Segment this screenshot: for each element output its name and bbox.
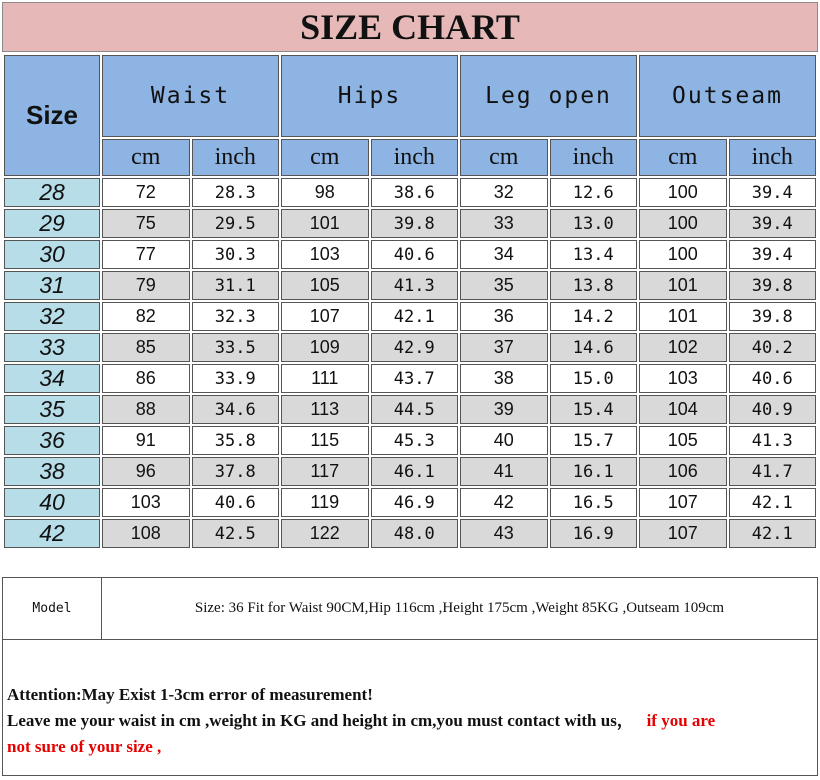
cm-value: 42 bbox=[460, 488, 548, 517]
cm-value: 43 bbox=[460, 519, 548, 548]
inch-value: 33.9 bbox=[192, 364, 280, 393]
cm-value: 91 bbox=[102, 426, 190, 455]
cm-value: 86 bbox=[102, 364, 190, 393]
cm-value: 100 bbox=[639, 209, 727, 238]
inch-value: 42.5 bbox=[192, 519, 280, 548]
chart-title: SIZE CHART bbox=[2, 2, 818, 52]
table-row bbox=[4, 364, 816, 393]
inch-value: 42.1 bbox=[371, 302, 459, 331]
inch-value: 44.5 bbox=[371, 395, 459, 424]
unit-header: cm bbox=[102, 139, 190, 176]
inch-value: 39.8 bbox=[729, 302, 817, 331]
size-table bbox=[2, 53, 818, 550]
contact-text: Leave me your waist in cm ,weight in KG and height in cm,you must contact with us， bbox=[7, 711, 634, 730]
cm-value: 75 bbox=[102, 209, 190, 238]
inch-value: 41.3 bbox=[371, 271, 459, 300]
cm-value: 39 bbox=[460, 395, 548, 424]
inch-value: 40.6 bbox=[192, 488, 280, 517]
table-row bbox=[4, 178, 816, 207]
table-row bbox=[4, 333, 816, 362]
inch-value: 14.2 bbox=[550, 302, 638, 331]
cm-value: 107 bbox=[639, 488, 727, 517]
inch-value: 37.8 bbox=[192, 457, 280, 486]
inch-value: 48.0 bbox=[371, 519, 459, 548]
attention-notes bbox=[2, 640, 818, 776]
size-value: 32 bbox=[4, 302, 100, 331]
model-info-row bbox=[2, 577, 818, 640]
inch-value: 13.8 bbox=[550, 271, 638, 300]
inch-value: 16.1 bbox=[550, 457, 638, 486]
inch-value: 42.9 bbox=[371, 333, 459, 362]
cm-value: 102 bbox=[639, 333, 727, 362]
hips-group-header: Hips bbox=[281, 55, 458, 137]
cm-value: 100 bbox=[639, 178, 727, 207]
inch-value: 41.7 bbox=[729, 457, 817, 486]
cm-value: 85 bbox=[102, 333, 190, 362]
table-row bbox=[4, 302, 816, 331]
inch-value: 31.1 bbox=[192, 271, 280, 300]
size-value: 34 bbox=[4, 364, 100, 393]
cm-value: 109 bbox=[281, 333, 369, 362]
inch-value: 46.9 bbox=[371, 488, 459, 517]
inch-value: 15.0 bbox=[550, 364, 638, 393]
cm-value: 108 bbox=[102, 519, 190, 548]
cm-value: 106 bbox=[639, 457, 727, 486]
cm-value: 38 bbox=[460, 364, 548, 393]
inch-value: 39.4 bbox=[729, 178, 817, 207]
inch-value: 28.3 bbox=[192, 178, 280, 207]
inch-value: 13.0 bbox=[550, 209, 638, 238]
inch-value: 33.5 bbox=[192, 333, 280, 362]
unit-header: inch bbox=[192, 139, 280, 176]
cm-value: 98 bbox=[281, 178, 369, 207]
size-value: 40 bbox=[4, 488, 100, 517]
table-row bbox=[4, 240, 816, 269]
cm-value: 103 bbox=[102, 488, 190, 517]
inch-value: 12.6 bbox=[550, 178, 638, 207]
size-value: 36 bbox=[4, 426, 100, 455]
inch-value: 42.1 bbox=[729, 519, 817, 548]
cm-value: 115 bbox=[281, 426, 369, 455]
cm-value: 34 bbox=[460, 240, 548, 269]
cm-value: 77 bbox=[102, 240, 190, 269]
inch-value: 16.9 bbox=[550, 519, 638, 548]
unit-header: inch bbox=[371, 139, 459, 176]
cm-value: 111 bbox=[281, 364, 369, 393]
table-row bbox=[4, 488, 816, 517]
inch-value: 39.4 bbox=[729, 240, 817, 269]
size-column-header: Size bbox=[4, 55, 100, 176]
size-table-body bbox=[4, 178, 816, 548]
cm-value: 41 bbox=[460, 457, 548, 486]
inch-value: 15.7 bbox=[550, 426, 638, 455]
cm-value: 107 bbox=[639, 519, 727, 548]
size-value: 35 bbox=[4, 395, 100, 424]
size-value: 33 bbox=[4, 333, 100, 362]
inch-value: 45.3 bbox=[371, 426, 459, 455]
cm-value: 32 bbox=[460, 178, 548, 207]
inch-value: 16.5 bbox=[550, 488, 638, 517]
inch-value: 41.3 bbox=[729, 426, 817, 455]
cm-value: 40 bbox=[460, 426, 548, 455]
cm-value: 107 bbox=[281, 302, 369, 331]
inch-value: 38.6 bbox=[371, 178, 459, 207]
cm-value: 37 bbox=[460, 333, 548, 362]
table-row bbox=[4, 457, 816, 486]
outseam-group-header: Outseam bbox=[639, 55, 816, 137]
cm-value: 105 bbox=[639, 426, 727, 455]
size-value: 29 bbox=[4, 209, 100, 238]
model-label: Model bbox=[3, 578, 102, 639]
table-row bbox=[4, 519, 816, 548]
inch-value: 39.8 bbox=[729, 271, 817, 300]
cm-value: 103 bbox=[281, 240, 369, 269]
inch-value: 43.7 bbox=[371, 364, 459, 393]
cm-value: 82 bbox=[102, 302, 190, 331]
cm-value: 96 bbox=[102, 457, 190, 486]
inch-value: 39.4 bbox=[729, 209, 817, 238]
cm-value: 101 bbox=[281, 209, 369, 238]
size-value: 28 bbox=[4, 178, 100, 207]
inch-value: 14.6 bbox=[550, 333, 638, 362]
cm-value: 79 bbox=[102, 271, 190, 300]
cm-value: 88 bbox=[102, 395, 190, 424]
size-value: 38 bbox=[4, 457, 100, 486]
table-row bbox=[4, 271, 816, 300]
inch-value: 40.6 bbox=[371, 240, 459, 269]
cm-value: 104 bbox=[639, 395, 727, 424]
cm-value: 100 bbox=[639, 240, 727, 269]
cm-value: 36 bbox=[460, 302, 548, 331]
inch-value: 35.8 bbox=[192, 426, 280, 455]
unit-header: cm bbox=[460, 139, 548, 176]
size-value: 42 bbox=[4, 519, 100, 548]
contact-warning-text: if you are bbox=[646, 711, 716, 730]
cm-value: 122 bbox=[281, 519, 369, 548]
cm-value: 101 bbox=[639, 302, 727, 331]
inch-value: 15.4 bbox=[550, 395, 638, 424]
unit-header: inch bbox=[550, 139, 638, 176]
waist-group-header: Waist bbox=[102, 55, 279, 137]
inch-value: 13.4 bbox=[550, 240, 638, 269]
inch-value: 46.1 bbox=[371, 457, 459, 486]
inch-value: 29.5 bbox=[192, 209, 280, 238]
inch-value: 32.3 bbox=[192, 302, 280, 331]
inch-value: 42.1 bbox=[729, 488, 817, 517]
size-unsure-line: not sure of your size , bbox=[7, 737, 162, 756]
leg-open-group-header: Leg open bbox=[460, 55, 637, 137]
cm-value: 33 bbox=[460, 209, 548, 238]
unit-header: cm bbox=[639, 139, 727, 176]
cm-value: 105 bbox=[281, 271, 369, 300]
attention-line: Attention:May Exist 1-3cm error of measurement! bbox=[7, 685, 373, 704]
unit-header: cm bbox=[281, 139, 369, 176]
table-row bbox=[4, 209, 816, 238]
inch-value: 34.6 bbox=[192, 395, 280, 424]
table-row bbox=[4, 395, 816, 424]
cm-value: 101 bbox=[639, 271, 727, 300]
unit-header: inch bbox=[729, 139, 817, 176]
cm-value: 35 bbox=[460, 271, 548, 300]
inch-value: 40.6 bbox=[729, 364, 817, 393]
inch-value: 39.8 bbox=[371, 209, 459, 238]
cm-value: 119 bbox=[281, 488, 369, 517]
table-row bbox=[4, 426, 816, 455]
cm-value: 103 bbox=[639, 364, 727, 393]
cm-value: 117 bbox=[281, 457, 369, 486]
contact-line bbox=[7, 708, 817, 734]
model-fit-text: Size: 36 Fit for Waist 90CM,Hip 116cm ,Height 175cm ,Weight 85KG ,Outseam 109cm bbox=[194, 600, 725, 616]
size-value: 30 bbox=[4, 240, 100, 269]
cm-value: 113 bbox=[281, 395, 369, 424]
size-value: 31 bbox=[4, 271, 100, 300]
inch-value: 30.3 bbox=[192, 240, 280, 269]
inch-value: 40.2 bbox=[729, 333, 817, 362]
inch-value: 40.9 bbox=[729, 395, 817, 424]
cm-value: 72 bbox=[102, 178, 190, 207]
